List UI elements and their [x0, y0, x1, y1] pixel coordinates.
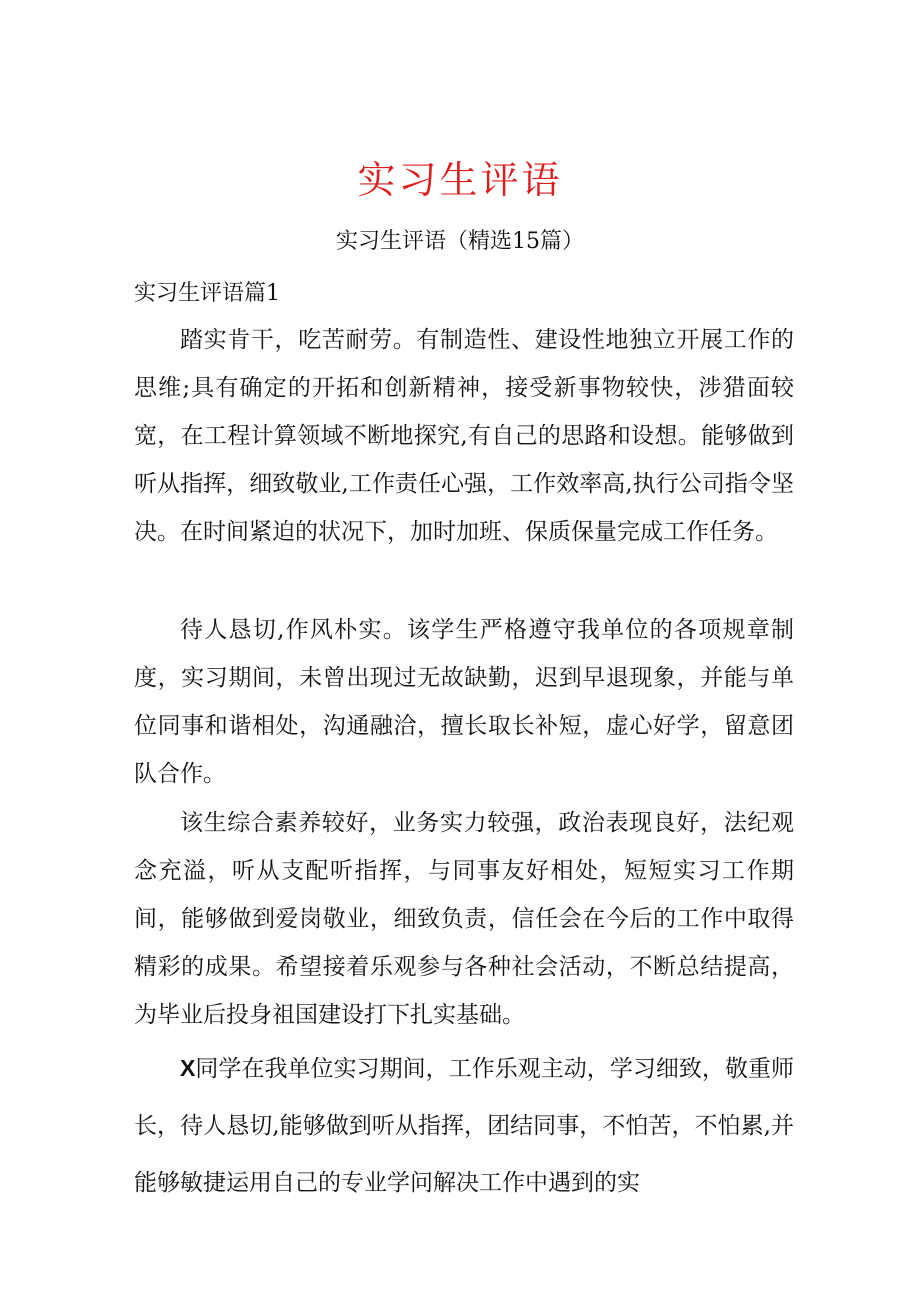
paragraph-4-lead: X: [180, 1055, 196, 1081]
paragraph-3: 该生综合素养较好，业务实力较强，政治表现良好，法纪观念充溢，听从支配听指挥，与同事友好相处，短短实习工作期间，能够做到爱岗敬业，细致负责，信任会在今后的工作中取得精彩的成果。希望接着乐观参与各种社会活动，不断总结提高，为毕业后投身祖国建设打下扎实基础。: [134, 810, 794, 1028]
paragraph-4: [134, 1040, 794, 1212]
paragraph-4-text: 同学在我单位实习期间，工作乐观主动，学习细致，敬重师长，待人恳切,能够做到听从指挥，团结同事，不怕苦，不怕累,并能够敏捷运用自己的专业学问解决工作中遇到的实: [134, 1056, 794, 1196]
paragraph-1: 踏实肯干，吃苦耐劳。有制造性、建设性地独立开展工作的思维;具有确定的开拓和创新精神，接受新事物较快，涉猎面较宽，在工程计算领域不断地探究,有自己的思路和设想。能够做到听从指挥，细致敬业,工作责任心强，工作效率高,执行公司指令坚决。在时间紧迫的状况下，加时加班、保质保量完成工作任务。: [134, 327, 794, 545]
paragraph-2: 待人恳切,作风朴实。该学生严格遵守我单位的各项规章制度，实习期间，未曾出现过无故缺勤，迟到早退现象，并能与单位同事和谐相处，沟通融洽，擅长取长补短，虚心好学，留意团队合作。: [134, 617, 794, 787]
document-title: 实习生评语: [357, 158, 563, 202]
section-heading: 实习生评语篇1: [134, 281, 280, 306]
document-subtitle: 实习生评语（精选15篇）: [336, 229, 584, 254]
